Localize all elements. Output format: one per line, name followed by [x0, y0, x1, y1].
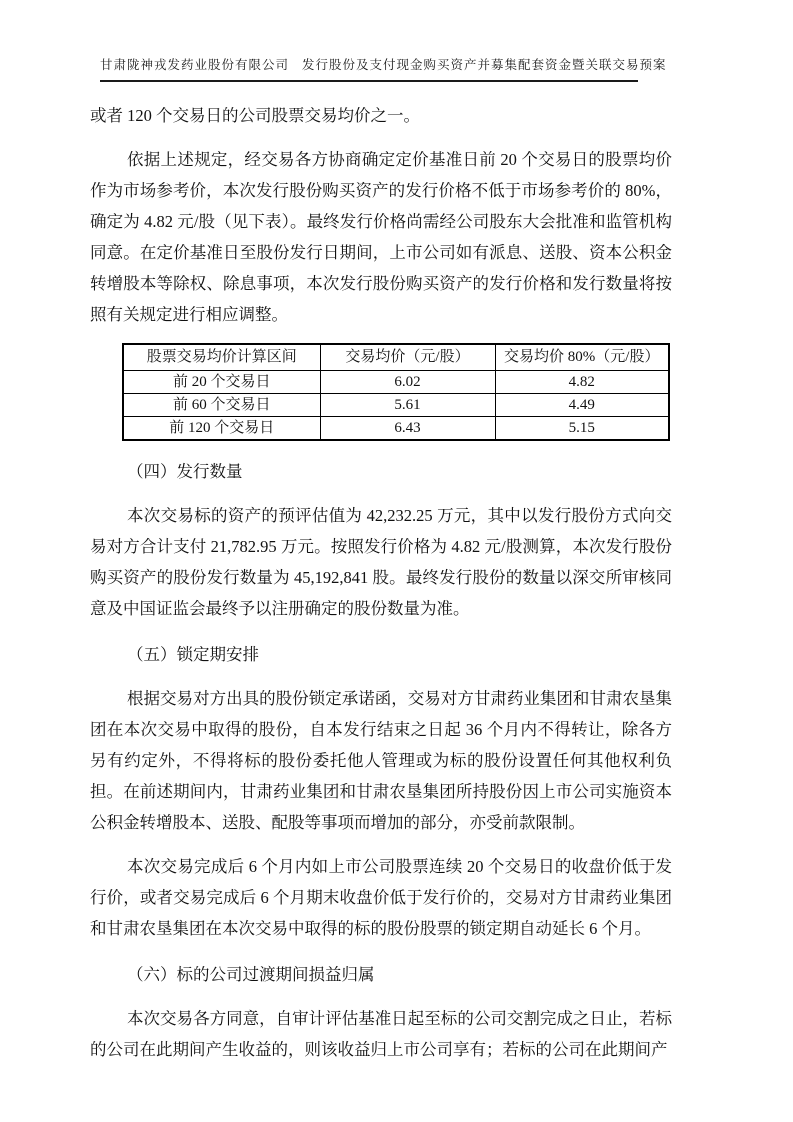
table-row: [123, 394, 669, 417]
cell-avg-price: 6.02: [320, 371, 495, 394]
cell-period: 前 20 个交易日: [123, 371, 320, 394]
page-content: [90, 55, 672, 1078]
cell-avg-price: 5.61: [320, 394, 495, 417]
table-header-period: 股票交易均价计算区间: [123, 344, 320, 371]
cell-avg-price-80: 4.49: [495, 394, 669, 417]
cell-avg-price: 6.43: [320, 417, 495, 441]
paragraph-continuation: 或者 120 个交易日的公司股票交易均价之一。: [90, 106, 420, 125]
heading-issue-quantity: （四）发行数量: [127, 462, 243, 481]
heading-lockup-arrangement: （五）锁定期安排: [127, 645, 259, 664]
table-header-avg-price: 交易均价（元/股）: [320, 344, 495, 371]
table-row: [123, 371, 669, 394]
paragraph-lockup-commitment: 根据交易对方出具的股份锁定承诺函，交易对方甘肃药业集团和甘肃农垦集团在本次交易中取得的股份，自本发行结束之日起 36 个月内不得转让，除各方另有约定外，不得将标的股份委托他人管理或为标的股份设置任何其他权利负担。在前述期间内，甘肃药业集团和甘肃农垦集团所持股份因上市公司实施资本公积金转增股本、送股、配股等事项而增加的部分，亦受前款限制。: [90, 689, 672, 832]
cell-period: 前 60 个交易日: [123, 394, 320, 417]
paragraph-transition-period-pnl: 本次交易各方同意，自审计评估基准日起至标的公司交割完成之日止，若标的公司在此期间产生收益的，则该收益归上市公司享有；若标的公司在此期间产: [90, 1009, 672, 1059]
cell-avg-price-80: 4.82: [495, 371, 669, 394]
table-header-avg-price-80: 交易均价 80%（元/股）: [495, 344, 669, 371]
paragraph-pricing-basis: 依据上述规定，经交易各方协商确定定价基准日前 20 个交易日的股票均价作为市场参考价，本次发行股份购买资产的发行价格不低于市场参考价的 80%，确定为 4.82 元/股（见下表）。最终发行价格尚需经公司股东大会批准和监管机构同意。在定价基准日至股份发行日期间，上市公司如有派息、送股、资本公积金转增股本等除权、除息事项，本次发行股份购买资产的发行价格和发行数量将按照有关规定进行相应调整。: [90, 150, 672, 324]
heading-transition-period-pnl: （六）标的公司过渡期间损益归属: [127, 965, 375, 984]
header-company-name: 甘肃陇神戎发药业股份有限公司: [100, 58, 290, 72]
header-document-title: 发行股份及支付现金购买资产并募集配套资金暨关联交易预案: [302, 58, 667, 72]
paragraph-issue-quantity: 本次交易标的资产的预评估值为 42,232.25 万元，其中以发行股份方式向交易对方合计支付 21,782.95 万元。按照发行价格为 4.82 元/股测算，本次发行股份购买资产的股份发行数量为 45,192,841 股。最终发行股份的数量以深交所审核同意及中国证监会最终予以注册确定的股份数量为准。: [90, 506, 672, 618]
document-body: [90, 100, 672, 1065]
cell-avg-price-80: 5.15: [495, 417, 669, 441]
table-row: [123, 417, 669, 441]
paragraph-lockup-extension: 本次交易完成后 6 个月内如上市公司股票连续 20 个交易日的收盘价低于发行价，或者交易完成后 6 个月期末收盘价低于发行价的，交易对方甘肃药业集团和甘肃农垦集团在本次交易中取得的标的股份股票的锁定期自动延长 6 个月。: [90, 857, 672, 938]
share-price-average-table: [122, 343, 670, 441]
table-header-row: [123, 344, 669, 371]
cell-period: 前 120 个交易日: [123, 417, 320, 441]
running-header: [100, 55, 667, 82]
